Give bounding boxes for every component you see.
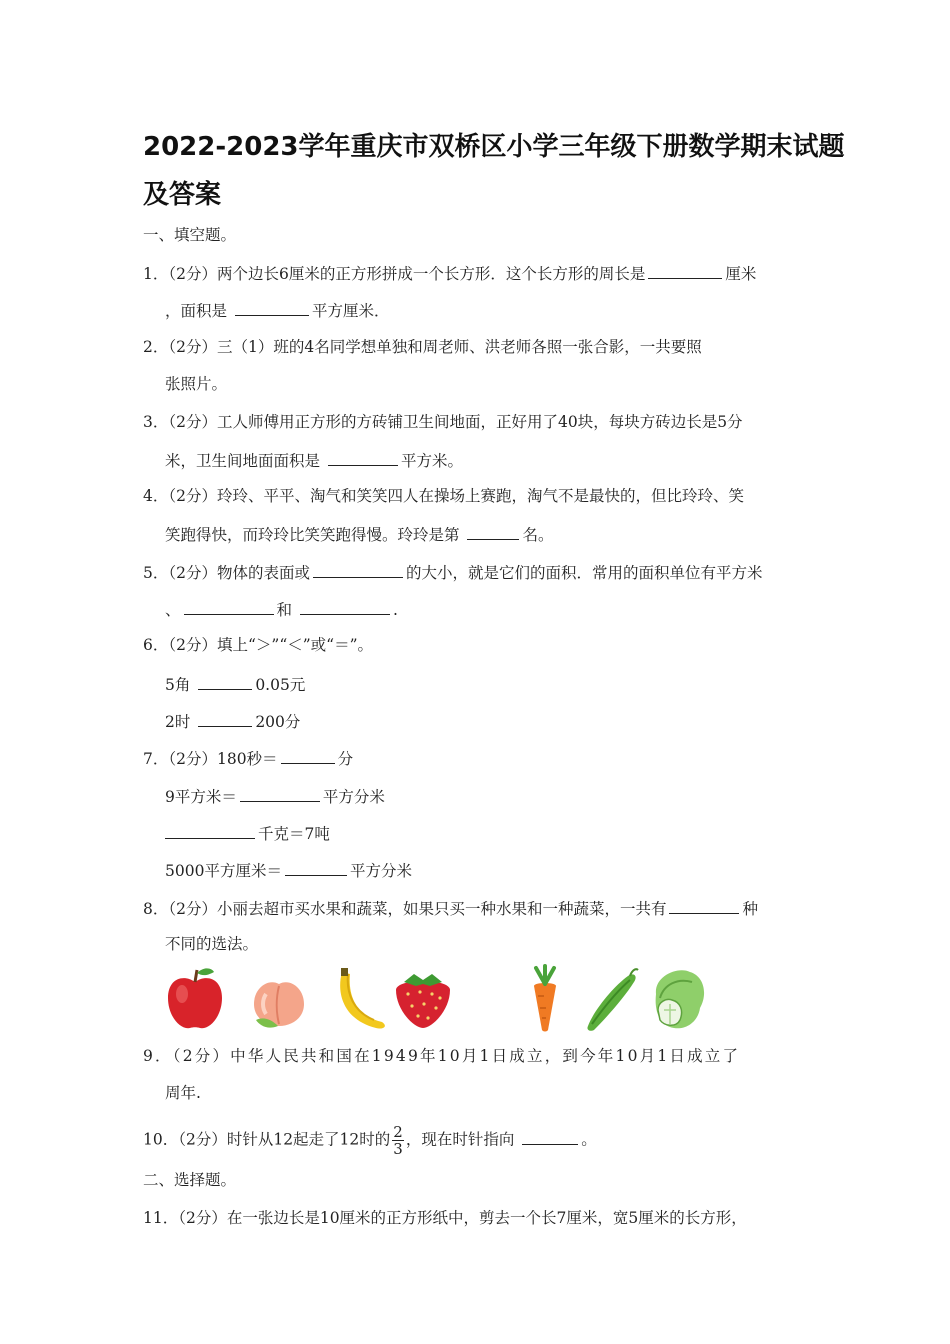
question-6-left-2: 2时 [165,713,191,731]
question-5-text: 5．（2分）物体的表面或 [143,564,310,582]
question-2-line1: 2．（2分）三（1）班的4名同学想单独和周老师、洪老师各照一张合影，一共要照 [143,338,702,356]
answer-blank[interactable] [165,822,255,839]
peach-icon [246,964,312,1034]
pea-pod-icon [580,964,646,1034]
banana-icon [330,964,396,1034]
answer-blank[interactable] [467,523,519,540]
question-7-line2 [165,785,385,807]
page-title-line1: 2022-2023学年重庆市双桥区小学三年级下册数学期末试题 [143,132,845,162]
question-6-line2 [165,673,305,695]
answer-blank[interactable] [281,747,335,764]
question-6-line3 [165,710,300,732]
answer-blank[interactable] [184,598,274,615]
page-title-line2: 及答案 [143,180,222,210]
section-heading-fill-blank: 一、填空题。 [143,226,237,244]
question-10-end: 。 [581,1130,597,1149]
question-6-right-1: 0.05元 [255,676,306,694]
section-heading-choice: 二、选择题。 [143,1171,237,1189]
question-1-text: 1．（2分）两个边长6厘米的正方形拼成一个长方形．这个长方形的周长是 [143,265,646,283]
question-1-unit-2: 平方厘米． [311,302,390,320]
question-7-unit-1: 分 [337,750,354,768]
answer-blank[interactable] [648,262,722,279]
answer-blank[interactable] [522,1128,578,1145]
question-4-line1: 4．（2分）玲玲、平平、淘气和笑笑四人在操场上赛跑，淘气不是最快的，但比玲玲、笑 [143,487,744,505]
question-5-end: . [392,601,398,619]
question-7-line1 [143,747,353,769]
question-7-text-1: 7．（2分）180秒＝ [143,750,278,768]
answer-blank[interactable] [198,673,252,690]
question-1-unit: 厘米 [725,265,757,283]
question-8-line1 [143,897,758,919]
apple-icon [162,964,228,1034]
question-4-text: 笑跑得快，而玲玲比笑笑跑得慢。玲玲是第 [165,526,460,544]
fraction-denominator: 3 [393,1140,403,1158]
question-7-unit-2: 平方分米 [322,788,385,806]
question-3-line1: 3．（2分）工人师傅用正方形的方砖铺卫生间地面，正好用了40块，每块方砖边长是5分 [143,413,743,431]
answer-blank[interactable] [328,449,398,466]
answer-blank[interactable] [669,897,739,914]
fraction [392,1124,404,1157]
question-1-line1 [143,262,756,284]
question-5-sep: 、 [165,601,181,619]
strawberry-icon [390,964,456,1034]
question-9-line1: 9．（2分）中华人民共和国在1949年10月1日成立，到今年10月1日成立了 [143,1047,741,1065]
question-5-line1 [143,561,763,583]
question-2-line2: 张照片。 [165,375,228,393]
question-7-unit-4: 平方分米 [349,862,412,880]
answer-blank[interactable] [313,561,403,578]
question-5-and: 和 [276,601,293,619]
question-10-text-2: ，现在时针指向 [405,1130,515,1149]
question-7-text-4: 5000平方厘米＝ [165,862,282,880]
carrot-icon [512,964,578,1034]
question-8-line2: 不同的选法。 [165,935,259,953]
question-1-text-2: ，面积是 [165,302,228,320]
question-7-text-2: 9平方米＝ [165,788,237,806]
answer-blank[interactable] [300,598,390,615]
question-5-text-2: 的大小，就是它们的面积．常用的面积单位有平方米 [405,564,763,582]
question-4-unit: 名。 [522,526,554,544]
question-8-text: 8．（2分）小丽去超市买水果和蔬菜，如果只买一种水果和一种蔬菜，一共有 [143,900,667,918]
question-6-right-2: 200分 [255,713,301,731]
question-7-text-3: 千克＝7吨 [258,825,330,843]
question-8-unit: 种 [742,900,758,918]
answer-blank[interactable] [285,859,347,876]
question-6-left-1: 5角 [165,676,191,694]
question-5-line2 [165,598,398,620]
question-1-line2 [165,299,389,321]
question-3-text: 米，卫生间地面面积是 [165,452,321,470]
question-7-line3 [165,822,330,844]
question-11-line1: 11．（2分）在一张边长是10厘米的正方形纸中，剪去一个长7厘米，宽5厘米的长方形， [143,1209,747,1227]
question-3-line2 [165,449,463,471]
cabbage-icon [646,964,712,1034]
answer-blank[interactable] [235,299,309,316]
question-10-text: 10．（2分）时针从12起走了12时的 [143,1130,391,1149]
question-10-line1 [143,1124,597,1157]
question-3-unit: 平方米。 [400,452,463,470]
question-7-line4 [165,859,412,881]
answer-blank[interactable] [198,710,252,727]
fraction-numerator: 2 [393,1123,403,1141]
question-6-line1: 6．（2分）填上“＞”“＜”或“＝”。 [143,636,374,654]
question-9-line2: 周年. [165,1084,201,1102]
answer-blank[interactable] [240,785,320,802]
question-4-line2 [165,523,553,545]
